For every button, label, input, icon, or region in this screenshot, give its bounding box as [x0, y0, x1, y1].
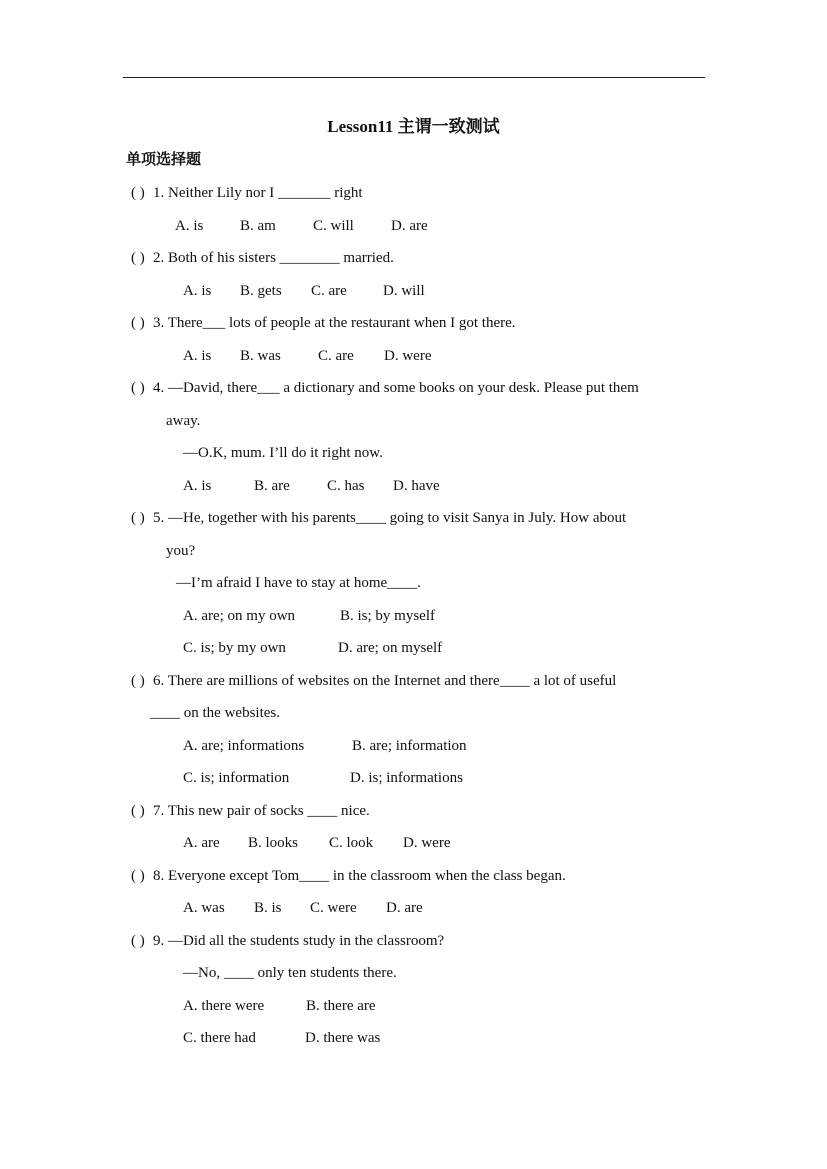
question-7 [131, 801, 370, 821]
option-c[interactable]: C. there had [183, 1030, 256, 1046]
option-d[interactable]: D. are; on myself [338, 640, 443, 656]
answer-blank[interactable]: ( ) [131, 673, 145, 689]
option-d[interactable]: D. have [393, 478, 440, 494]
answer-blank[interactable]: ( ) [131, 250, 145, 266]
option-b[interactable]: B. are; information [352, 738, 467, 754]
option-a[interactable]: A. is [183, 283, 212, 299]
question-6-continuation: ____ on the websites. [150, 705, 280, 721]
answer-blank[interactable]: ( ) [131, 315, 145, 331]
question-8 [131, 866, 566, 886]
option-c[interactable]: C. were [310, 900, 357, 916]
question-4-continuation: away. [166, 413, 201, 429]
option-a[interactable]: A. is [175, 218, 204, 234]
option-a[interactable]: A. is [183, 348, 212, 364]
answer-blank[interactable]: ( ) [131, 933, 145, 949]
option-b[interactable]: B. there are [306, 998, 376, 1014]
question-4-reply: —O.K, mum. I’ll do it right now. [183, 445, 383, 461]
option-c[interactable]: C. has [327, 478, 365, 494]
question-3 [131, 313, 516, 333]
answer-blank[interactable]: ( ) [131, 510, 145, 526]
option-c[interactable]: C. are [318, 348, 354, 364]
option-d[interactable]: D. are [386, 900, 423, 916]
question-5-continuation: you? [166, 543, 196, 559]
option-a[interactable]: A. are [183, 835, 220, 851]
option-c[interactable]: C. will [313, 218, 354, 234]
question-text: 1. Neither Lily nor I _______ right [153, 185, 363, 201]
question-text: 7. This new pair of socks ____ nice. [153, 803, 370, 819]
option-c[interactable]: C. is; by my own [183, 640, 286, 656]
question-text: 2. Both of his sisters ________ married. [153, 250, 394, 266]
option-b[interactable]: B. is [254, 900, 282, 916]
question-9-reply: —No, ____ only ten students there. [183, 965, 397, 981]
option-b[interactable]: B. are [254, 478, 290, 494]
question-text: 3. There___ lots of people at the restaurant when I got there. [153, 315, 516, 331]
answer-blank[interactable]: ( ) [131, 868, 145, 884]
question-1 [131, 183, 363, 203]
option-b[interactable]: B. am [240, 218, 276, 234]
page-title: Lesson11 主谓一致测试 [327, 117, 500, 136]
option-a[interactable]: A. are; informations [183, 738, 305, 754]
answer-blank[interactable]: ( ) [131, 803, 145, 819]
option-a[interactable]: A. are; on my own [183, 608, 296, 624]
answer-blank[interactable]: ( ) [131, 380, 145, 396]
question-text: 4. —David, there___ a dictionary and some books on your desk. Please put them [153, 380, 639, 396]
question-text: 6. There are millions of websites on the Internet and there____ a lot of useful [153, 673, 617, 689]
option-c[interactable]: C. are [311, 283, 347, 299]
option-c[interactable]: C. look [329, 835, 374, 851]
option-b[interactable]: B. is; by myself [340, 608, 436, 624]
question-4 [131, 378, 639, 398]
option-b[interactable]: B. gets [240, 283, 282, 299]
question-text: 8. Everyone except Tom____ in the classroom when the class began. [153, 868, 566, 884]
question-text: 5. —He, together with his parents____ going to visit Sanya in July. How about [153, 510, 627, 526]
option-d[interactable]: D. is; informations [350, 770, 463, 786]
option-a[interactable]: A. is [183, 478, 212, 494]
question-5 [131, 508, 626, 528]
option-b[interactable]: B. was [240, 348, 281, 364]
option-d[interactable]: D. are [391, 218, 428, 234]
header-rule [123, 77, 705, 78]
question-2 [131, 248, 394, 268]
option-d[interactable]: D. were [384, 348, 432, 364]
section-heading: 单项选择题 [126, 152, 202, 168]
option-a[interactable]: A. was [183, 900, 225, 916]
option-d[interactable]: D. there was [305, 1030, 381, 1046]
question-6 [131, 671, 616, 691]
answer-blank[interactable]: ( ) [131, 185, 145, 201]
question-5-reply: —I’m afraid I have to stay at home____. [176, 575, 421, 591]
question-9 [131, 931, 444, 951]
question-text: 9. —Did all the students study in the classroom? [153, 933, 445, 949]
option-a[interactable]: A. there were [183, 998, 265, 1014]
option-d[interactable]: D. will [383, 283, 425, 299]
option-c[interactable]: C. is; information [183, 770, 290, 786]
option-b[interactable]: B. looks [248, 835, 299, 851]
option-d[interactable]: D. were [403, 835, 451, 851]
